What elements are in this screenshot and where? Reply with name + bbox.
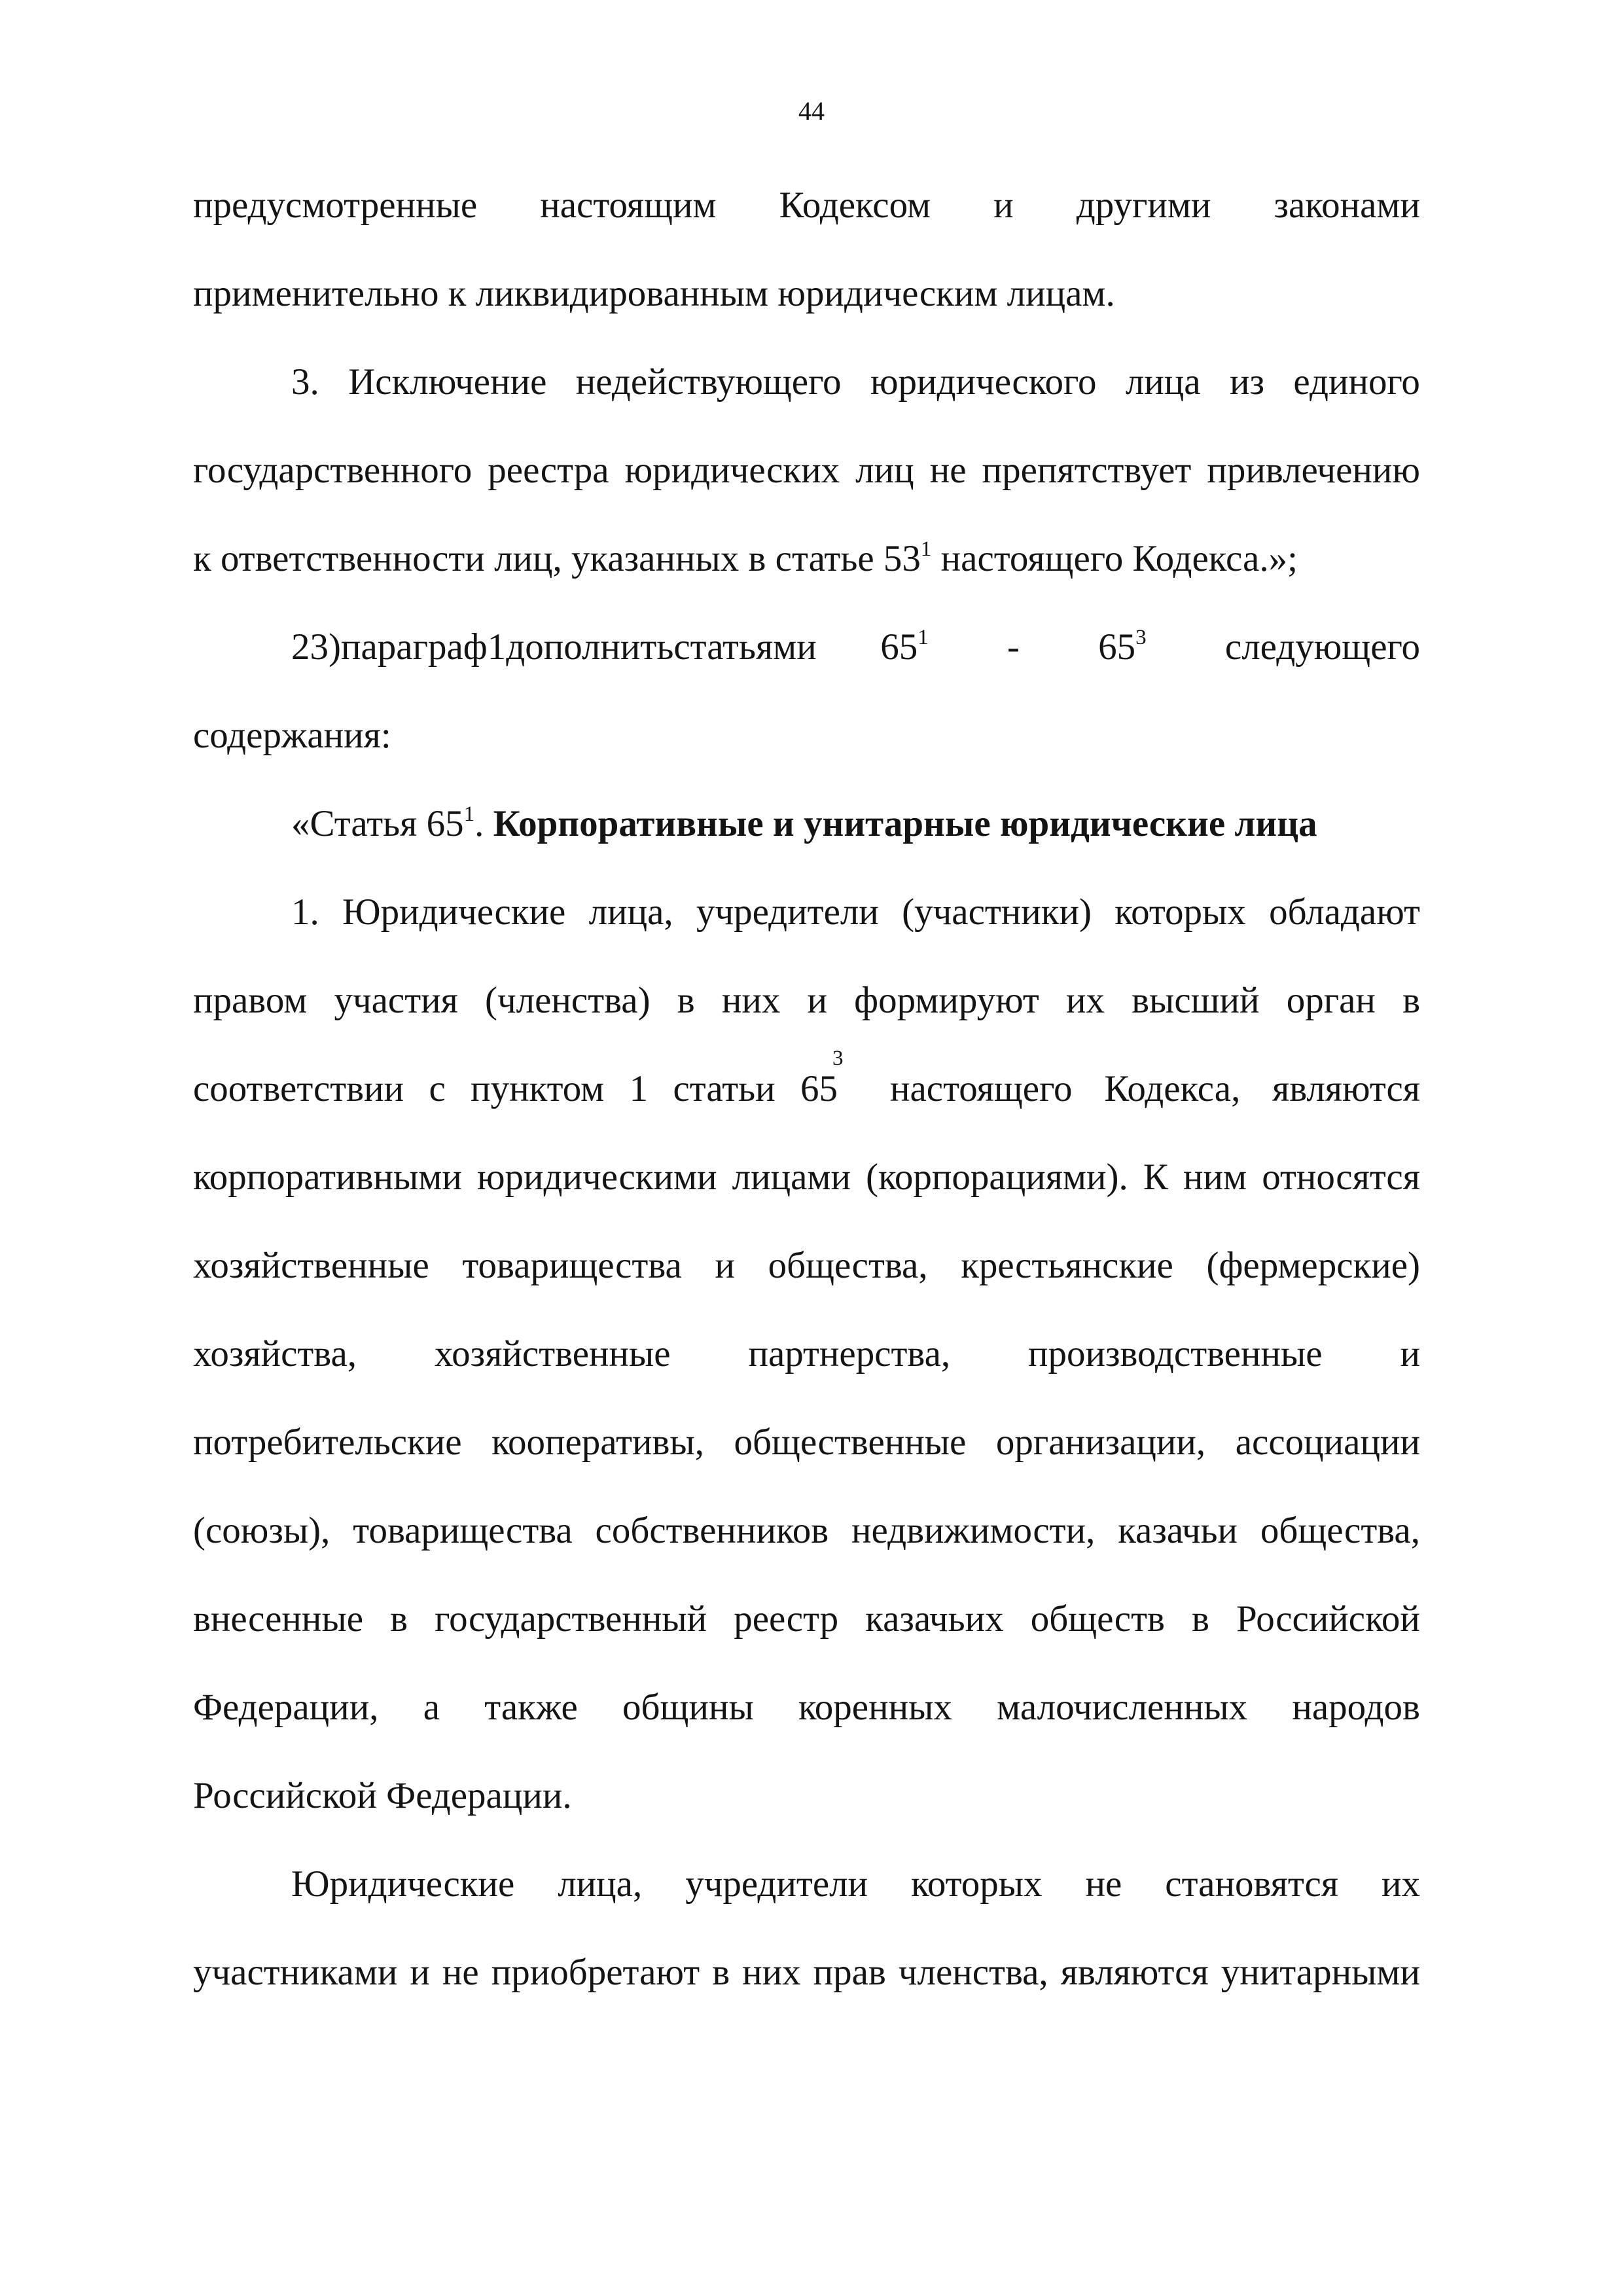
- word: казачьих: [865, 1598, 1004, 1640]
- word: учредители: [696, 891, 879, 933]
- text-line: применительно к ликвидированным юридическим лицам.: [193, 273, 1115, 314]
- word: статьи: [673, 1068, 776, 1109]
- superscript: 3: [832, 1046, 844, 1070]
- text-line: [291, 363, 1420, 401]
- word: коренных: [798, 1687, 952, 1728]
- text-segment: следующего: [1224, 626, 1420, 668]
- text-segment: [890, 1070, 1420, 1107]
- word: государственный: [435, 1598, 707, 1640]
- word: также: [484, 1687, 578, 1728]
- word: которых: [911, 1863, 1043, 1905]
- text-line: [193, 1600, 1420, 1638]
- word: общины: [622, 1687, 754, 1728]
- text-line: Российской Федерации.: [193, 1775, 572, 1816]
- text-line: содержания:: [193, 715, 391, 756]
- word: в: [712, 1952, 730, 1993]
- text-line: [291, 1865, 1420, 1903]
- word: унитарными: [1221, 1952, 1420, 1993]
- text-line: [193, 1424, 1420, 1461]
- word: (членства): [485, 980, 651, 1021]
- word: хозяйственные: [434, 1333, 671, 1374]
- word: лица,: [558, 1863, 643, 1905]
- word: хозяйства,: [193, 1333, 357, 1374]
- word: в: [677, 980, 695, 1021]
- word: Кодексом: [779, 185, 931, 226]
- word: в: [390, 1598, 408, 1640]
- word: 3.: [291, 361, 319, 403]
- word: (союзы),: [193, 1510, 330, 1551]
- text-segment: к ответственности лиц, указанных в статье 53: [193, 538, 921, 579]
- word: их: [1381, 1863, 1420, 1905]
- word: и: [1400, 1333, 1420, 1374]
- word: производственные: [1027, 1333, 1323, 1374]
- word: юридических: [624, 450, 840, 491]
- word: них: [721, 980, 781, 1021]
- word: Юридические: [342, 891, 566, 933]
- word: высший: [1132, 980, 1260, 1021]
- word: прав: [813, 1952, 886, 1993]
- word: 1: [487, 626, 507, 668]
- word: Кодекса,: [1104, 1068, 1241, 1109]
- word: которых: [1115, 891, 1246, 933]
- word: а: [423, 1687, 440, 1728]
- word: товарищества: [353, 1510, 573, 1551]
- word: народов: [1292, 1687, 1420, 1728]
- word: и: [993, 185, 1014, 226]
- word: недвижимости,: [851, 1510, 1096, 1551]
- text-line: [193, 1335, 1420, 1372]
- word: 23): [291, 626, 341, 668]
- word: другими: [1076, 185, 1211, 226]
- word: являются: [1272, 1068, 1420, 1109]
- superscript: 3: [1135, 625, 1147, 649]
- text-line: [193, 982, 1420, 1019]
- word: юридического: [870, 361, 1097, 403]
- article-title: Корпоративные и унитарные юридические лица: [493, 803, 1317, 844]
- word: из: [1230, 361, 1265, 403]
- superscript: 1: [463, 802, 475, 826]
- word: собственников: [595, 1510, 829, 1551]
- word: 1.: [291, 891, 319, 933]
- word: ассоциации: [1235, 1422, 1420, 1463]
- word: Исключение: [348, 361, 547, 403]
- word: крестьянские: [961, 1245, 1173, 1286]
- word: партнерства,: [748, 1333, 951, 1374]
- text-line: [193, 537, 1420, 579]
- word: 1: [629, 1068, 649, 1109]
- word: членства,: [898, 1952, 1048, 1993]
- word: и: [410, 1952, 430, 1993]
- word: не: [929, 450, 967, 491]
- text-line: [291, 625, 1420, 668]
- word: государственного: [193, 450, 473, 491]
- word: формируют: [854, 980, 1039, 1021]
- text-line: [193, 1046, 1420, 1109]
- word: обладают: [1269, 891, 1420, 933]
- word: в: [1192, 1598, 1209, 1640]
- page-number: 44: [798, 96, 825, 126]
- word: правом: [193, 980, 308, 1021]
- text-segment: [291, 626, 817, 668]
- article-number: 65: [880, 626, 918, 668]
- word: в: [1402, 980, 1420, 1021]
- text-line: [193, 1247, 1420, 1284]
- word: и: [715, 1245, 735, 1286]
- word: участниками: [193, 1952, 398, 1993]
- word: лиц: [855, 450, 914, 491]
- word: предусмотренные: [193, 185, 478, 226]
- word: малочисленных: [997, 1687, 1248, 1728]
- text-line: [193, 187, 1420, 224]
- word: не: [442, 1952, 479, 1993]
- word: Федерации,: [193, 1687, 379, 1728]
- text-segment: -: [1007, 626, 1020, 668]
- word: общества,: [768, 1245, 928, 1286]
- word: лица,: [588, 891, 673, 933]
- word: юридическими: [476, 1157, 717, 1198]
- text-line: [193, 1512, 1420, 1549]
- word: обществ: [1030, 1598, 1165, 1640]
- word: соответствии: [193, 1068, 404, 1109]
- text-line: [193, 1954, 1420, 1991]
- superscript: 1: [920, 537, 932, 561]
- word: являются: [1060, 1952, 1209, 1993]
- word: Юридические: [291, 1863, 515, 1905]
- word: К: [1143, 1157, 1168, 1198]
- word: орган: [1286, 980, 1376, 1021]
- word: настоящего: [890, 1068, 1073, 1109]
- word: приобретают: [491, 1952, 700, 1993]
- word: реестр: [734, 1598, 839, 1640]
- word: них: [742, 1952, 801, 1993]
- word: товарищества: [462, 1245, 682, 1286]
- text-segment: [193, 1070, 838, 1107]
- word: Российской: [1236, 1598, 1420, 1640]
- word: (корпорациями).: [866, 1157, 1128, 1198]
- word: дополнить: [506, 626, 674, 668]
- text-line: [291, 893, 1420, 931]
- word: участия: [334, 980, 458, 1021]
- word: внесенные: [193, 1598, 364, 1640]
- text-line: [193, 1689, 1420, 1726]
- word: их: [1065, 980, 1105, 1021]
- word: казачьи: [1118, 1510, 1238, 1551]
- word: привлечению: [1207, 450, 1420, 491]
- word: 65: [800, 1068, 838, 1109]
- word: параграф: [340, 626, 488, 668]
- word: лица: [1125, 361, 1201, 403]
- word: становятся: [1165, 1863, 1338, 1905]
- word: общества,: [1260, 1510, 1420, 1551]
- word: ним: [1183, 1157, 1247, 1198]
- word: реестра: [488, 450, 609, 491]
- word: препятствует: [982, 450, 1192, 491]
- text-segment: настоящего Кодекса.»;: [931, 538, 1298, 579]
- text-line: [193, 1158, 1420, 1196]
- word: лицами: [732, 1157, 851, 1198]
- word: настоящим: [540, 185, 717, 226]
- word: недействующего: [575, 361, 842, 403]
- article-label: «Статья 65: [291, 803, 464, 844]
- word: законами: [1274, 185, 1420, 226]
- superscript: 1: [918, 625, 929, 649]
- text-segment: [880, 625, 929, 668]
- word: статьями: [673, 626, 817, 668]
- word: (фермерские): [1206, 1245, 1420, 1286]
- word: относятся: [1262, 1157, 1420, 1198]
- article-heading: [291, 802, 1420, 844]
- word: пунктом: [471, 1068, 605, 1109]
- word: потребительские: [193, 1422, 462, 1463]
- word: и: [807, 980, 828, 1021]
- word: общественные: [734, 1422, 967, 1463]
- text-segment: [1098, 625, 1147, 668]
- word: кооперативы,: [491, 1422, 704, 1463]
- word: хозяйственные: [193, 1245, 429, 1286]
- article-number: 65: [1098, 626, 1136, 668]
- word: организации,: [995, 1422, 1206, 1463]
- word: (участники): [902, 891, 1092, 933]
- word: с: [429, 1068, 446, 1109]
- word: корпоративными: [193, 1157, 462, 1198]
- word: не: [1085, 1863, 1122, 1905]
- word: единого: [1293, 361, 1420, 403]
- text-segment: .: [474, 803, 484, 844]
- word: учредители: [685, 1863, 868, 1905]
- text-line: [193, 452, 1420, 489]
